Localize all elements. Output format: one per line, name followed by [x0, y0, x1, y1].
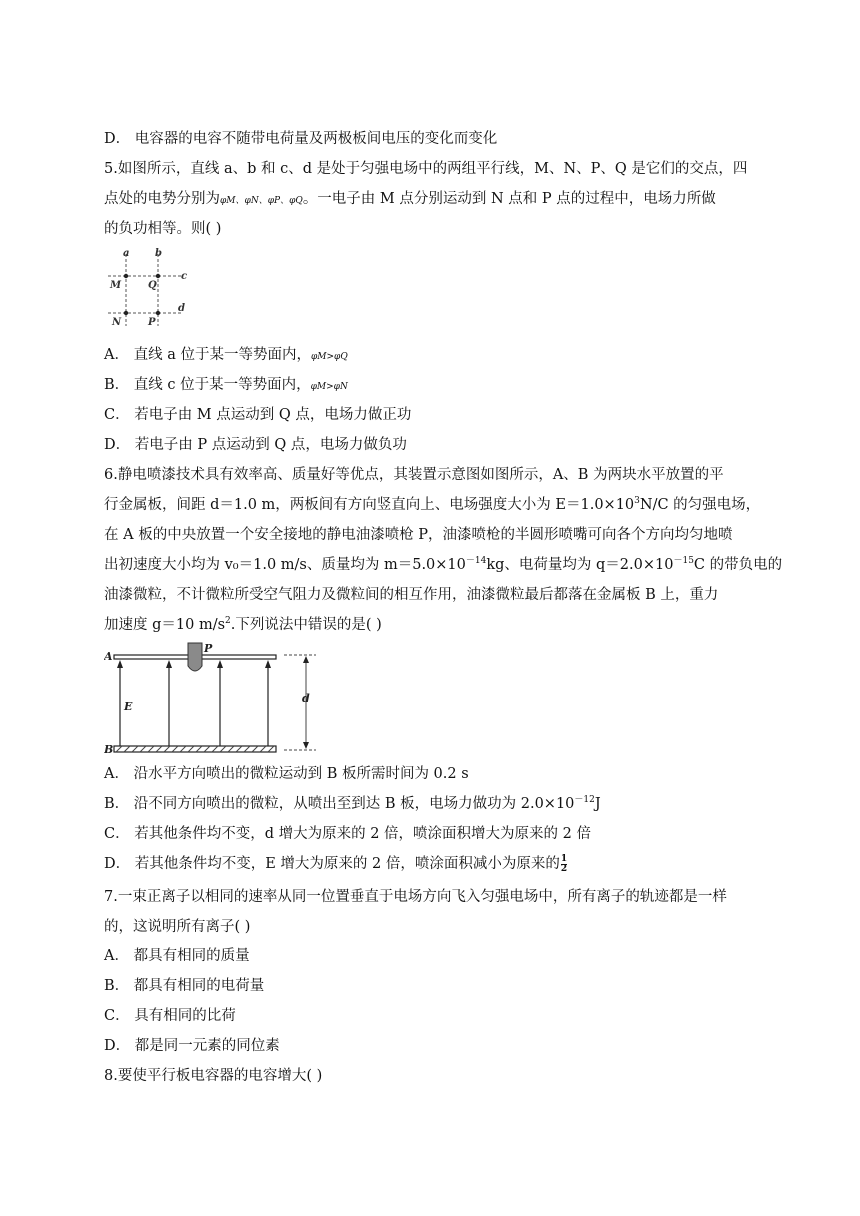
point-p	[156, 311, 160, 315]
q6-option-d	[104, 854, 567, 874]
label-plate-b: B	[104, 743, 114, 756]
q7-option-a: A． 都具有相同的质量	[104, 948, 250, 964]
sep2: 、	[258, 196, 268, 206]
q6-stem-line4	[104, 555, 783, 575]
q6-option-b-a: B． 沿不同方向喷出的微粒，从喷出至到达 B 板，电场力做功为 2.0×10	[104, 796, 575, 812]
q6-exp-m14: －14	[465, 556, 487, 566]
q6-exp-2: 2	[225, 616, 231, 626]
label-q: Q	[148, 280, 157, 291]
q6-option-b-exp: －12	[574, 795, 595, 805]
label-m: M	[110, 280, 122, 291]
q6-stem-line3: 在 A 板的中央放置一个安全接地的静电油漆喷枪 P，油漆喷枪的半圆形喷嘴可向各个方向均匀地喷	[104, 527, 733, 543]
q6-stem-line4-c: C 的带负电的	[693, 557, 783, 573]
q6-stem-line2	[104, 495, 760, 515]
q6-stem-line1: 6.静电喷漆技术具有效率高、质量好等优点，其装置示意图如图所示，A、B 为两块水平放置的平	[104, 467, 724, 483]
q6-option-b	[104, 794, 601, 814]
q6-stem-line4-b: kg、电荷量均为 q＝2.0×10	[486, 557, 674, 573]
q5-stem-line3: 的负功相等。则( )	[104, 221, 222, 237]
q5-figure	[104, 246, 194, 328]
phi-m: φM	[220, 196, 236, 206]
q7-stem-line2: 的，这说明所有离子( )	[104, 919, 251, 935]
point-q	[156, 274, 160, 278]
q6-exp-m15: －15	[673, 556, 694, 566]
q6-option-c: C． 若其他条件均不变，d 增大为原来的 2 倍，喷涂面积增大为原来的 2 倍	[104, 826, 591, 842]
label-n: N	[112, 317, 122, 328]
q5-option-a	[104, 345, 348, 367]
q6-option-b-b: J	[594, 796, 601, 812]
dimension-d	[284, 655, 316, 750]
q7-option-c: C． 具有相同的比荷	[104, 1008, 236, 1024]
q5-option-a-rel: φM>φQ	[310, 352, 348, 362]
label-p: P	[148, 317, 156, 328]
fraction-one-half	[561, 855, 567, 874]
q5-stem-line2-b: 。一电子由 M 点分别运动到 N 点和 P 点的过程中，电场力所做	[302, 191, 716, 207]
label-d: d	[178, 303, 185, 314]
sep3: 、	[280, 196, 290, 206]
phi-p: φP	[267, 196, 281, 206]
point-n	[124, 311, 128, 315]
plate-b	[114, 746, 276, 752]
q4-option-d: D． 电容器的电容不随带电荷量及两极板间电压的变化而变化	[104, 131, 498, 147]
q5-stem-line1: 5.如图所示，直线 a、b 和 c、d 是处于匀强电场中的两组平行线，M、N、P、Q 是它们的交点，四	[104, 161, 748, 177]
fraction-denominator: 2	[560, 863, 568, 874]
q7-stem-line1: 7.一束正离子以相同的速率从同一位置垂直于电场方向飞入匀强电场中，所有离子的轨迹都是一样	[104, 889, 727, 905]
phi-q: φQ	[289, 196, 303, 206]
label-distance-d: d	[302, 692, 310, 705]
q6-exp-3: 3	[634, 496, 640, 506]
q6-stem-line5: 油漆微粒，不计微粒所受空气阻力及微粒间的相互作用，油漆微粒最后都落在金属板 B 上，重力	[104, 587, 719, 603]
q5-option-a-text: A． 直线 a 位于某一等势面内，	[104, 347, 311, 363]
q6-figure	[104, 640, 326, 758]
q6-stem-line4-a: 出初速度大小均为 v₀＝1.0 m/s、质量均为 m＝5.0×10	[104, 557, 466, 573]
label-plate-a: A	[104, 650, 113, 663]
q6-option-a: A． 沿水平方向喷出的微粒运动到 B 板所需时间为 0.2 s	[104, 766, 469, 782]
fraction-numerator: 1	[560, 853, 568, 864]
q5-option-b-rel: φM>φN	[310, 382, 348, 392]
label-b: b	[155, 248, 162, 259]
point-m	[124, 274, 128, 278]
q5-stem-line2	[104, 189, 760, 211]
q5-option-b-text: B． 直线 c 位于某一等势面内，	[104, 377, 311, 393]
q8-stem-line1: 8.要使平行板电容器的电容增大( )	[104, 1068, 323, 1084]
q5-stem-line2-a: 点处的电势分别为	[104, 191, 220, 207]
q5-option-d: D． 若电子由 P 点运动到 Q 点，电场力做负功	[104, 437, 407, 453]
q7-option-b: B． 都具有相同的电荷量	[104, 978, 265, 994]
q6-stem-line2-b: N/C 的匀强电场，	[639, 497, 761, 513]
sep1: 、	[235, 196, 245, 206]
label-field-e: E	[124, 700, 133, 713]
q6-stem-line6-b: .下列说法中错误的是( )	[230, 617, 382, 633]
q6-option-d-text: D． 若其他条件均不变，E 增大为原来的 2 倍，喷涂面积减小为原来的	[104, 856, 560, 872]
q6-stem-line6-a: 加速度 g＝10 m/s	[104, 617, 226, 633]
label-c: c	[181, 271, 188, 282]
phi-n: φN	[244, 196, 259, 206]
q6-stem-line6	[104, 615, 760, 635]
label-a: a	[123, 248, 130, 259]
q7-option-d: D． 都是同一元素的同位素	[104, 1038, 280, 1054]
q6-stem-line2-a: 行金属板，间距 d＝1.0 m，两板间有方向竖直向上、电场强度大小为 E＝1.0×10	[104, 497, 635, 513]
label-gun-p: P	[204, 642, 213, 655]
q5-option-b	[104, 375, 348, 397]
spray-gun	[188, 643, 202, 671]
field-lines	[120, 663, 268, 746]
q5-option-c: C． 若电子由 M 点运动到 Q 点，电场力做正功	[104, 407, 412, 423]
